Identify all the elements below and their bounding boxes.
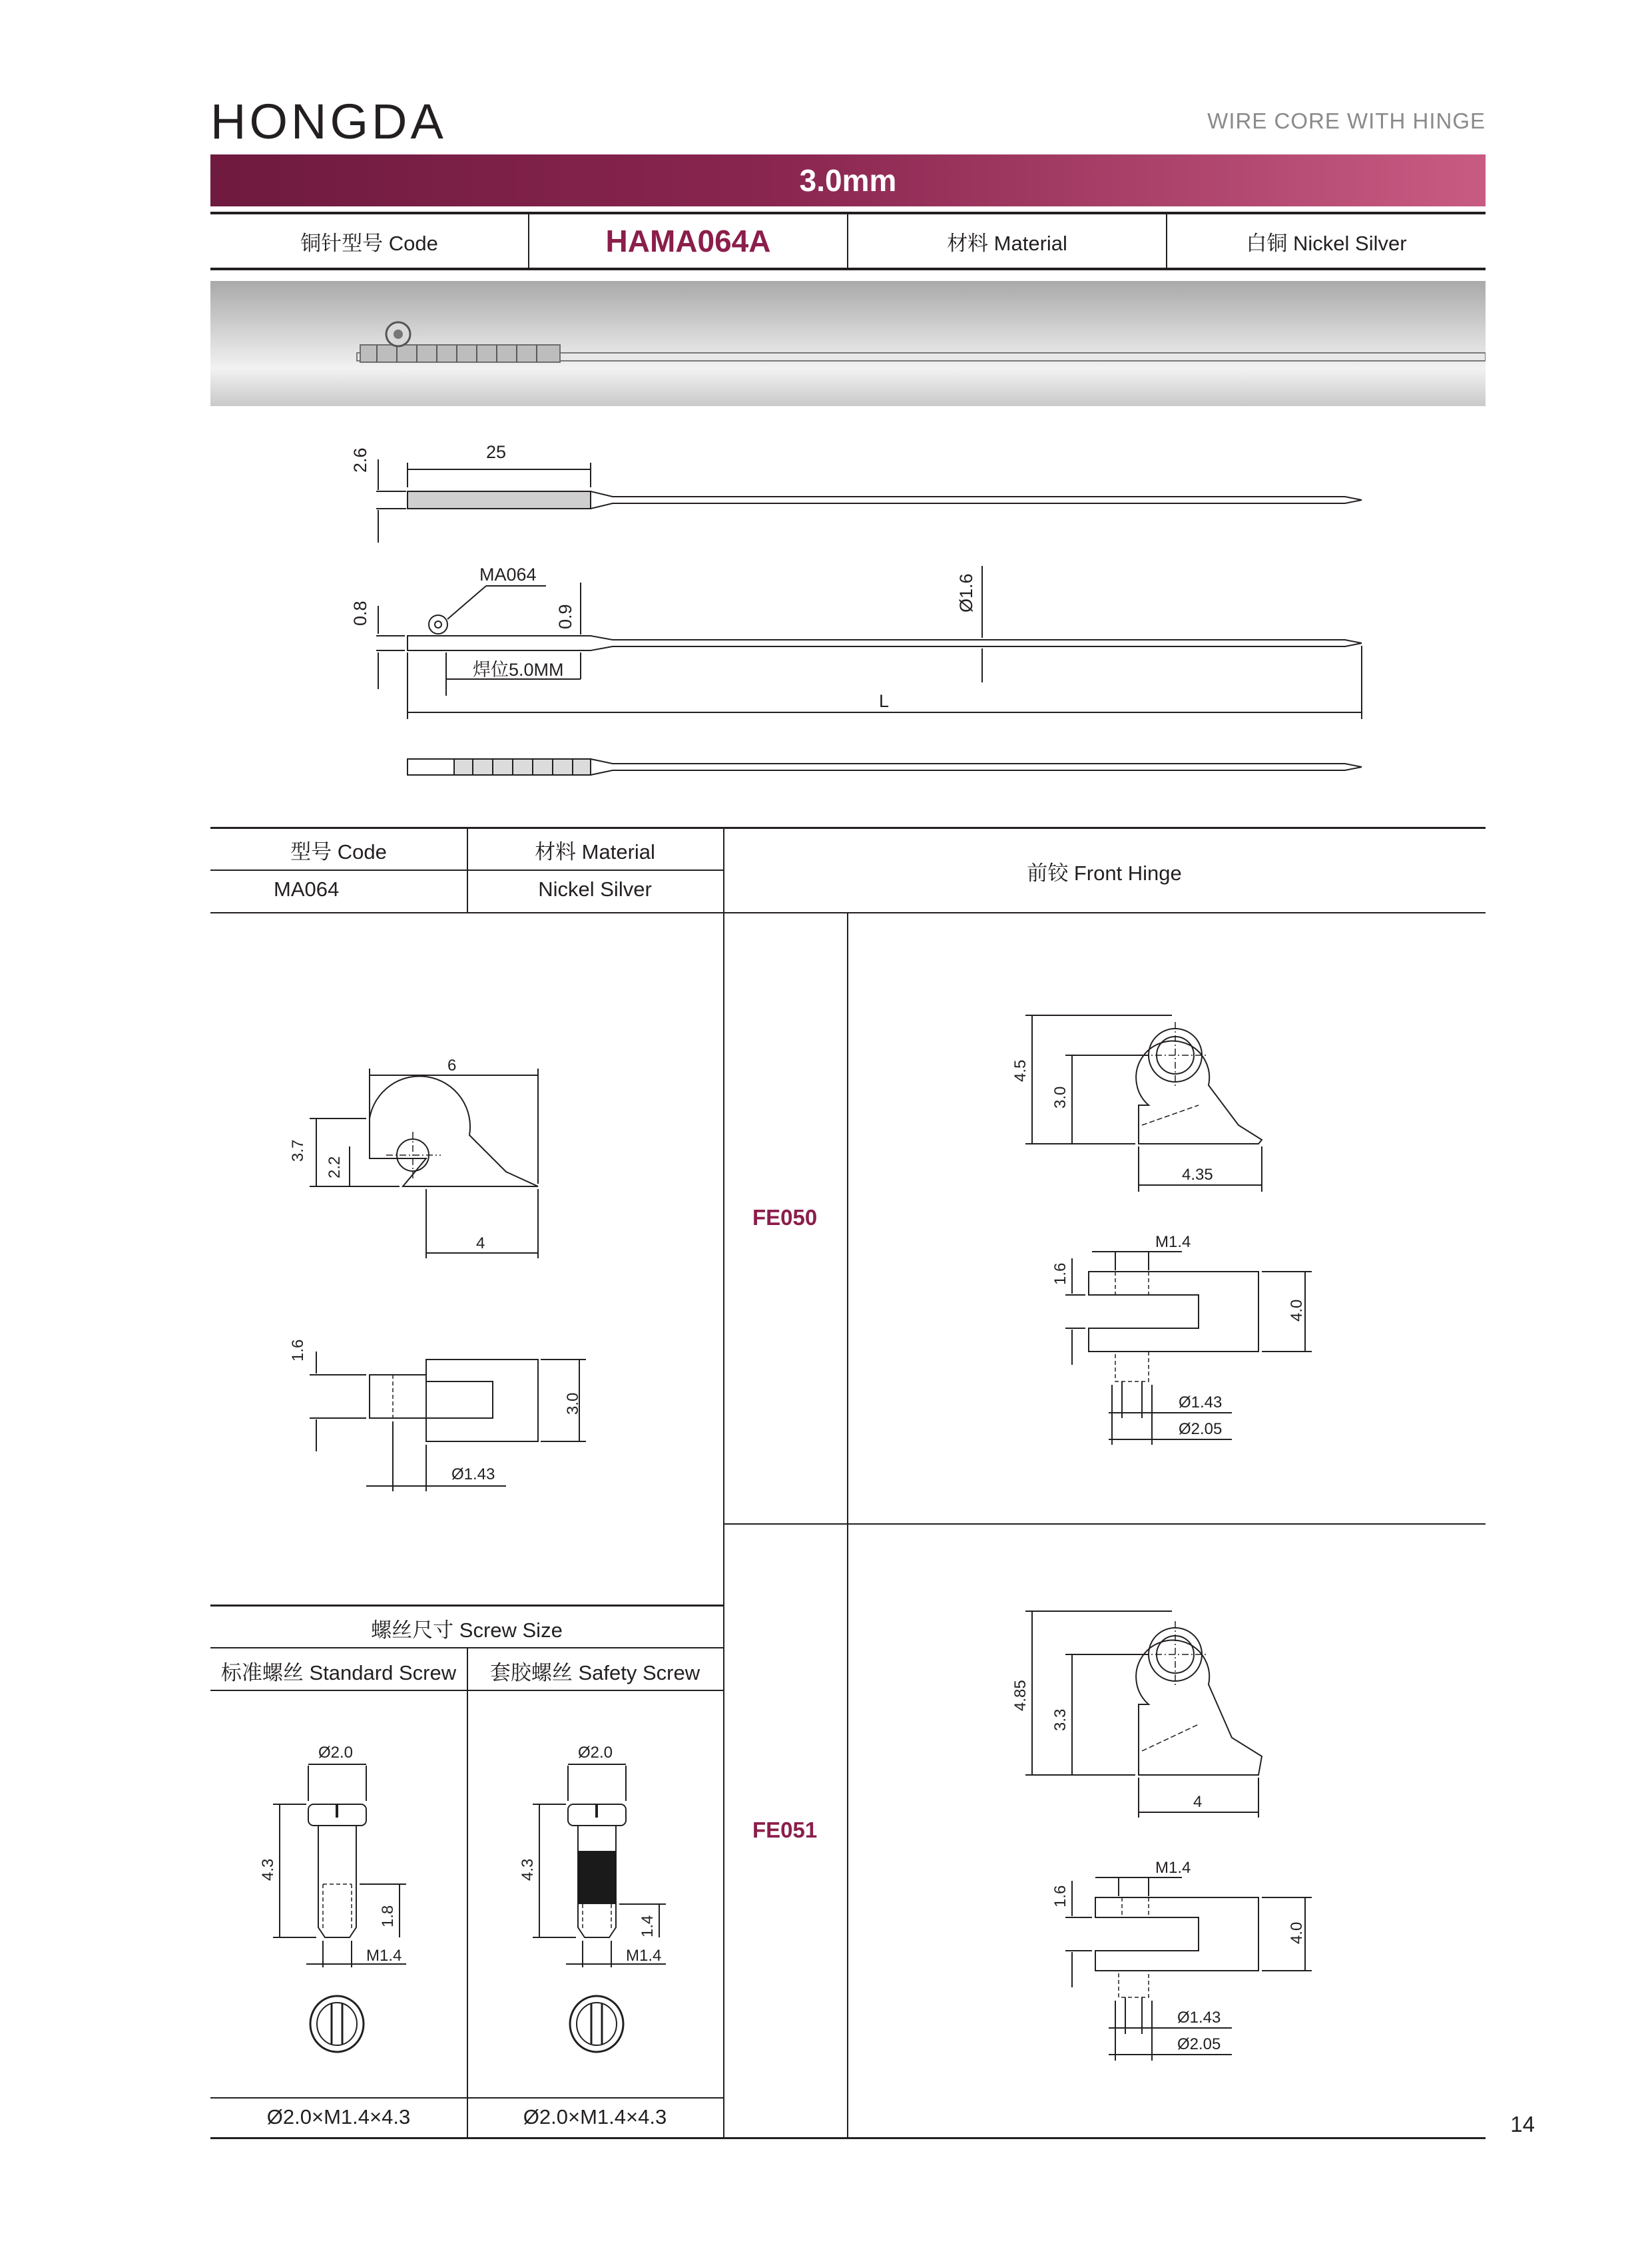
hinge-material-header: 材料 Material [535,840,655,864]
ma064-dim-1-6: 1.6 [289,1339,307,1362]
fe051-dim-d143: Ø1.43 [1177,2009,1221,2027]
weld-note: 焊位5.0MM [473,660,564,680]
model-fe051: FE051 [752,1818,818,1842]
safety-dia: Ø2.0 [578,1744,613,1762]
safety-screw-drawing [499,1738,699,2077]
page-bottom-rule [210,2137,1486,2139]
standard-screw-spec: Ø2.0×M1.4×4.3 [266,2105,411,2128]
safety-rubber-band [578,1851,616,1904]
hinge-table-top-rule [210,827,1486,829]
page-number: 14 [1510,2112,1535,2136]
ma064-dim-4: 4 [476,1234,485,1252]
ma064-dim-d143: Ø1.43 [451,1465,495,1483]
hinge-material-value: Nickel Silver [538,877,652,901]
standard-screw-drawing [240,1738,439,2077]
standard-screw-label: 标准螺丝 Standard Screw [220,1661,457,1684]
fe050-dim-d205: Ø2.05 [1179,1420,1223,1438]
ma064-drawing [266,1039,613,1505]
front-hinge-header: 前铰 Front Hinge [1027,862,1182,885]
wire-core-photo [210,281,1486,406]
dim-dia-1-6: Ø1.6 [956,573,976,613]
safety-thread-len: 1.4 [639,1915,657,1937]
hinge-code-header: 型号 Code [290,840,387,864]
model-col-divider [847,912,848,2137]
safety-len: 4.3 [519,1858,537,1881]
screw-col-divider [467,1647,468,2137]
fe051-dim-3-3: 3.3 [1051,1708,1069,1731]
safety-screw-spec: Ø2.0×M1.4×4.3 [523,2105,667,2128]
fe051-thread: M1.4 [1155,1859,1191,1877]
screw-table-top-rule [210,1605,723,1607]
fe050-dim-width: 4.35 [1182,1166,1213,1184]
core-drawing [346,433,1385,786]
fe051-dim-d205: Ø2.05 [1177,2035,1221,2053]
standard-len: 4.3 [259,1858,277,1881]
model-fe050: FE050 [752,1205,818,1230]
screw-size-header: 螺丝尺寸 Screw Size [371,1618,563,1642]
brand-logo: HONGDA [210,94,447,149]
hinge-code-value: MA064 [274,877,340,901]
ref-ma064: MA064 [479,565,537,585]
dim-0-8: 0.8 [350,601,370,626]
fe050-drawing [999,992,1372,1458]
product-photo [210,281,1486,406]
material-label: 材料 Material [848,214,1167,268]
size-banner: 3.0mm [210,154,1486,206]
ma064-dim-3-0: 3.0 [564,1392,582,1415]
main-col-divider [723,827,724,2137]
fe051-drawing [999,1605,1372,2071]
fe050-dim-4-0: 4.0 [1288,1299,1306,1322]
ma064-dim-6: 6 [447,1057,457,1075]
fe050-thread: M1.4 [1155,1233,1191,1251]
dim-25: 25 [486,442,507,462]
page-subtitle: WIRE CORE WITH HINGE [1207,109,1486,133]
standard-thread-len: 1.8 [379,1905,397,1927]
fe051-dim-1-6: 1.6 [1051,1885,1069,1907]
ma064-dim-3-7: 3.7 [289,1139,307,1162]
code-label: 铜针型号 Code [210,214,529,268]
material-value: 白铜 Nickel Silver [1246,231,1407,255]
fe050-dim-d143: Ø1.43 [1179,1393,1223,1411]
code-value: HAMA064A [529,214,848,268]
safety-screw-label: 套胶螺丝 Safety Screw [489,1661,700,1684]
standard-thread: M1.4 [366,1947,402,1965]
model-row-divider [723,1523,1486,1525]
fe051-dim-width: 4 [1193,1793,1203,1811]
standard-dia: Ø2.0 [318,1744,354,1762]
dim-2-6: 2.6 [350,447,370,473]
fe050-dim-4-5: 4.5 [1011,1059,1029,1082]
spec-table [210,212,1486,270]
safety-thread: M1.4 [626,1947,662,1965]
fe050-dim-1-6: 1.6 [1051,1262,1069,1285]
dim-0-9: 0.9 [555,604,575,629]
dim-L: L [879,691,890,711]
fe050-dim-3-0: 3.0 [1051,1086,1069,1109]
fe051-dim-4-85: 4.85 [1011,1680,1029,1711]
ma064-dim-2-2: 2.2 [326,1156,344,1178]
fe051-dim-4-0: 4.0 [1288,1921,1306,1944]
